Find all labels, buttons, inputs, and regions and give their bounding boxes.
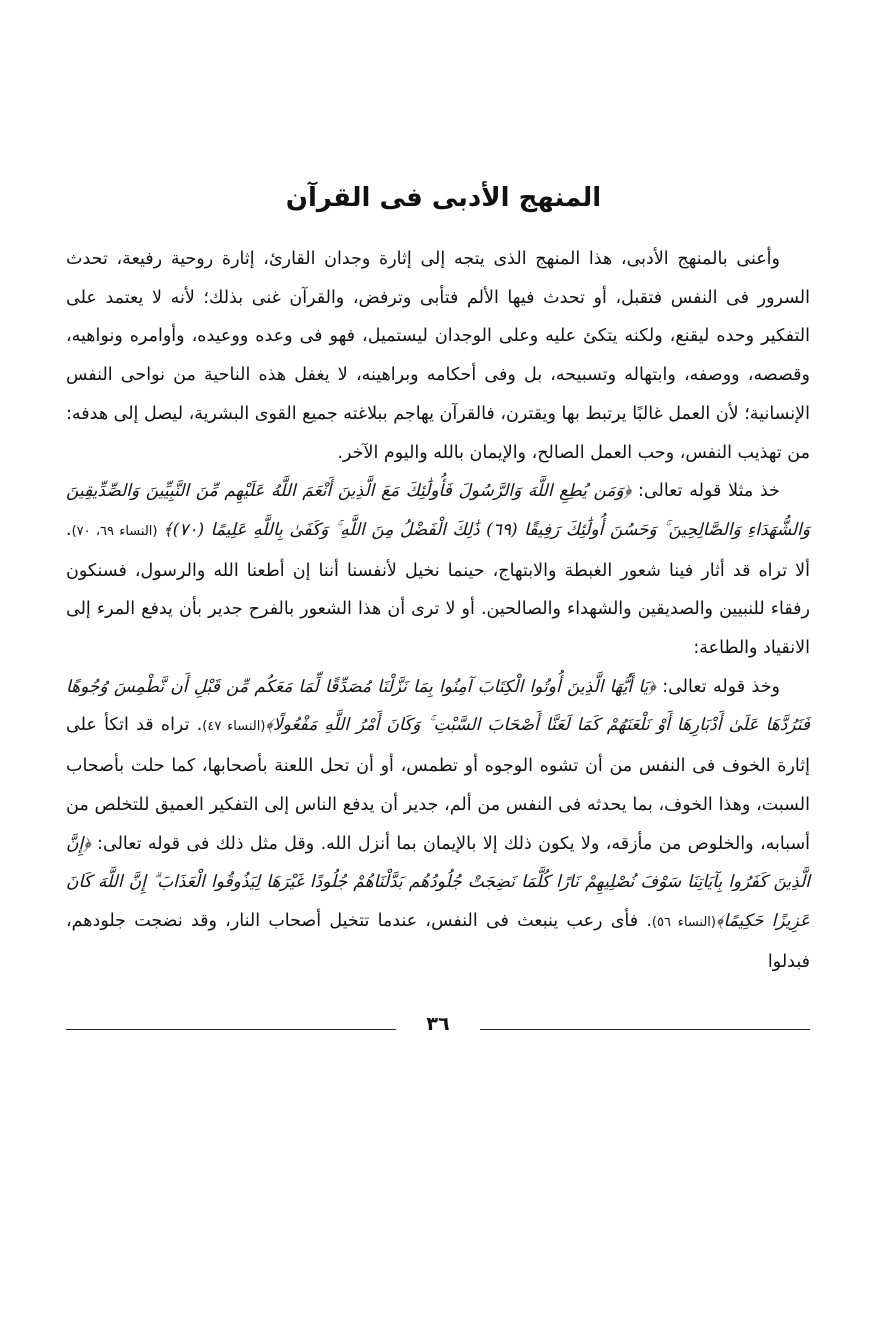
body-text (66, 240, 810, 981)
quran-verse-nisa-47: ﴿يَا أَيُّهَا الَّذِينَ أُوتُوا الْكِتَابَ آمِنُوا بِمَا نَزَّلْنَا مُصَدِّقًا لِّمَا مَعَكُم مِّن قَبْلِ أَن نَّطْمِسَ وُجُوهًا فَنَرُدَّهَا عَلَىٰ أَدْبَارِهَا أَوْ نَلْعَنَهُمْ كَمَا لَعَنَّا أَصْحَابَ السَّبْتِ ۚ وَكَانَ أَمْرُ اللَّهِ مَفْعُولًا﴾ (66, 676, 810, 736)
paragraph-3-text-end: . فأى رعب ينبعث فى النفس، عندما تتخيل أصحاب النار، وقد نضجت جلودهم، فبدلوا (66, 910, 810, 972)
page-footer (66, 1003, 810, 1033)
paragraph-3 (66, 668, 810, 982)
paragraph-2 (66, 472, 810, 668)
verse-reference-1: (النساء ٦٩، ٧٠) (71, 523, 163, 539)
quran-verse-nisa-69-70: ﴿وَمَن يُطِعِ اللَّهَ وَالرَّسُولَ فَأُولَٰئِكَ مَعَ الَّذِينَ أَنْعَمَ اللَّهُ عَلَيْهِم مِّنَ النَّبِيِّينَ وَالصِّدِّيقِينَ وَالشُّهَدَاءِ وَالصَّالِحِينَ ۚ وَحَسُنَ أُولَٰئِكَ رَفِيقًا (٦٩) ذَٰلِكَ الْفَضْلُ مِنَ اللَّهِ ۚ وَكَفَىٰ بِاللَّهِ عَلِيمًا (٧٠)﴾ (66, 481, 811, 540)
paragraph-1: وأعنى بالمنهج الأدبى، هذا المنهج الذى يتجه إلى إثارة وجدان القارئ، إثارة روحية رفيعة، تحدث السرور فى النفس فتقبل، أو تحدث فيها الألم فتأبى وترفض، والقرآن غنى بذلك؛ لأنه لا يعتمد على التفكير وحده ليقنع، ولكنه يتكئ عليه وعلى الوجدان ليستميل، فهو فى وعده ووعيده، وأوامره ونواهيه، وقصصه، ووصفه، وابتهاله وتسبيحه، بل وفى أحكامه وبراهينه، لا يغفل هذه الناحية من نواحى النفس الإنسانية؛ لأن العمل غالبًا يرتبط بها ويقترن، فالقرآن يهاجم ببلاغته جميع القوى البشرية، ليصل إلى هدفه: من تهذيب النفس، وحب العمل الصالح، والإيمان بالله واليوم الآخر. (66, 249, 810, 463)
paragraph-2-intro: خذ مثلا قوله تعالى: (631, 481, 780, 502)
verse-reference-3: (النساء ٥٦) (651, 914, 716, 930)
footer-rule-left (66, 1029, 396, 1030)
paragraph-3-text: . تراه قد اتكأ على إثارة الخوف فى النفس من أن تشوه الوجوه أو تطمس، أو أن تحل اللعنة بأصحابها، كما حلت بأصحاب السبت، وهذا الخوف، بما يحدثه فى النفس من ألم، جدير أن يدفع الناس إلى التفكير العميق للتخلص من أسبابه، والخلوص من مأزقه، ولا يكون ذلك إلا بالإيمان بما أنزل الله. وقل مثل ذلك فى قوله تعالى: (66, 715, 810, 854)
page-number: ٣٦ (426, 1013, 450, 1035)
page-title: المنهج الأدبى فى القرآن (285, 183, 602, 213)
quran-verse-nisa-56: ﴿إِنَّ الَّذِينَ كَفَرُوا بِآيَاتِنَا سَوْفَ نُصْلِيهِمْ نَارًا كُلَّمَا نَضِجَتْ جُلُودُهُم بَدَّلْنَاهُمْ جُلُودًا غَيْرَهَا لِيَذُوقُوا الْعَذَابَ ۗ إِنَّ اللَّهَ كَانَ عَزِيزًا حَكِيمًا﴾ (66, 833, 810, 931)
paragraph-2-text: . ألا تراه قد أثار فينا شعور الغبطة والابتهاج، حينما نخيل لأنفسنا أننا إن أطعنا الله والرسول، فسنكون رفقاء للنبيين والصديقين والشهداء والصالحين. أو لا ترى أن هذا الشعور بالفرح جدير بأن يدفع المرء إلى الانقياد والطاعة: (66, 519, 810, 659)
verse-reference-2: (النساء ٤٧) (202, 719, 266, 735)
paragraph-3-intro: وخذ قوله تعالى: (655, 676, 780, 697)
